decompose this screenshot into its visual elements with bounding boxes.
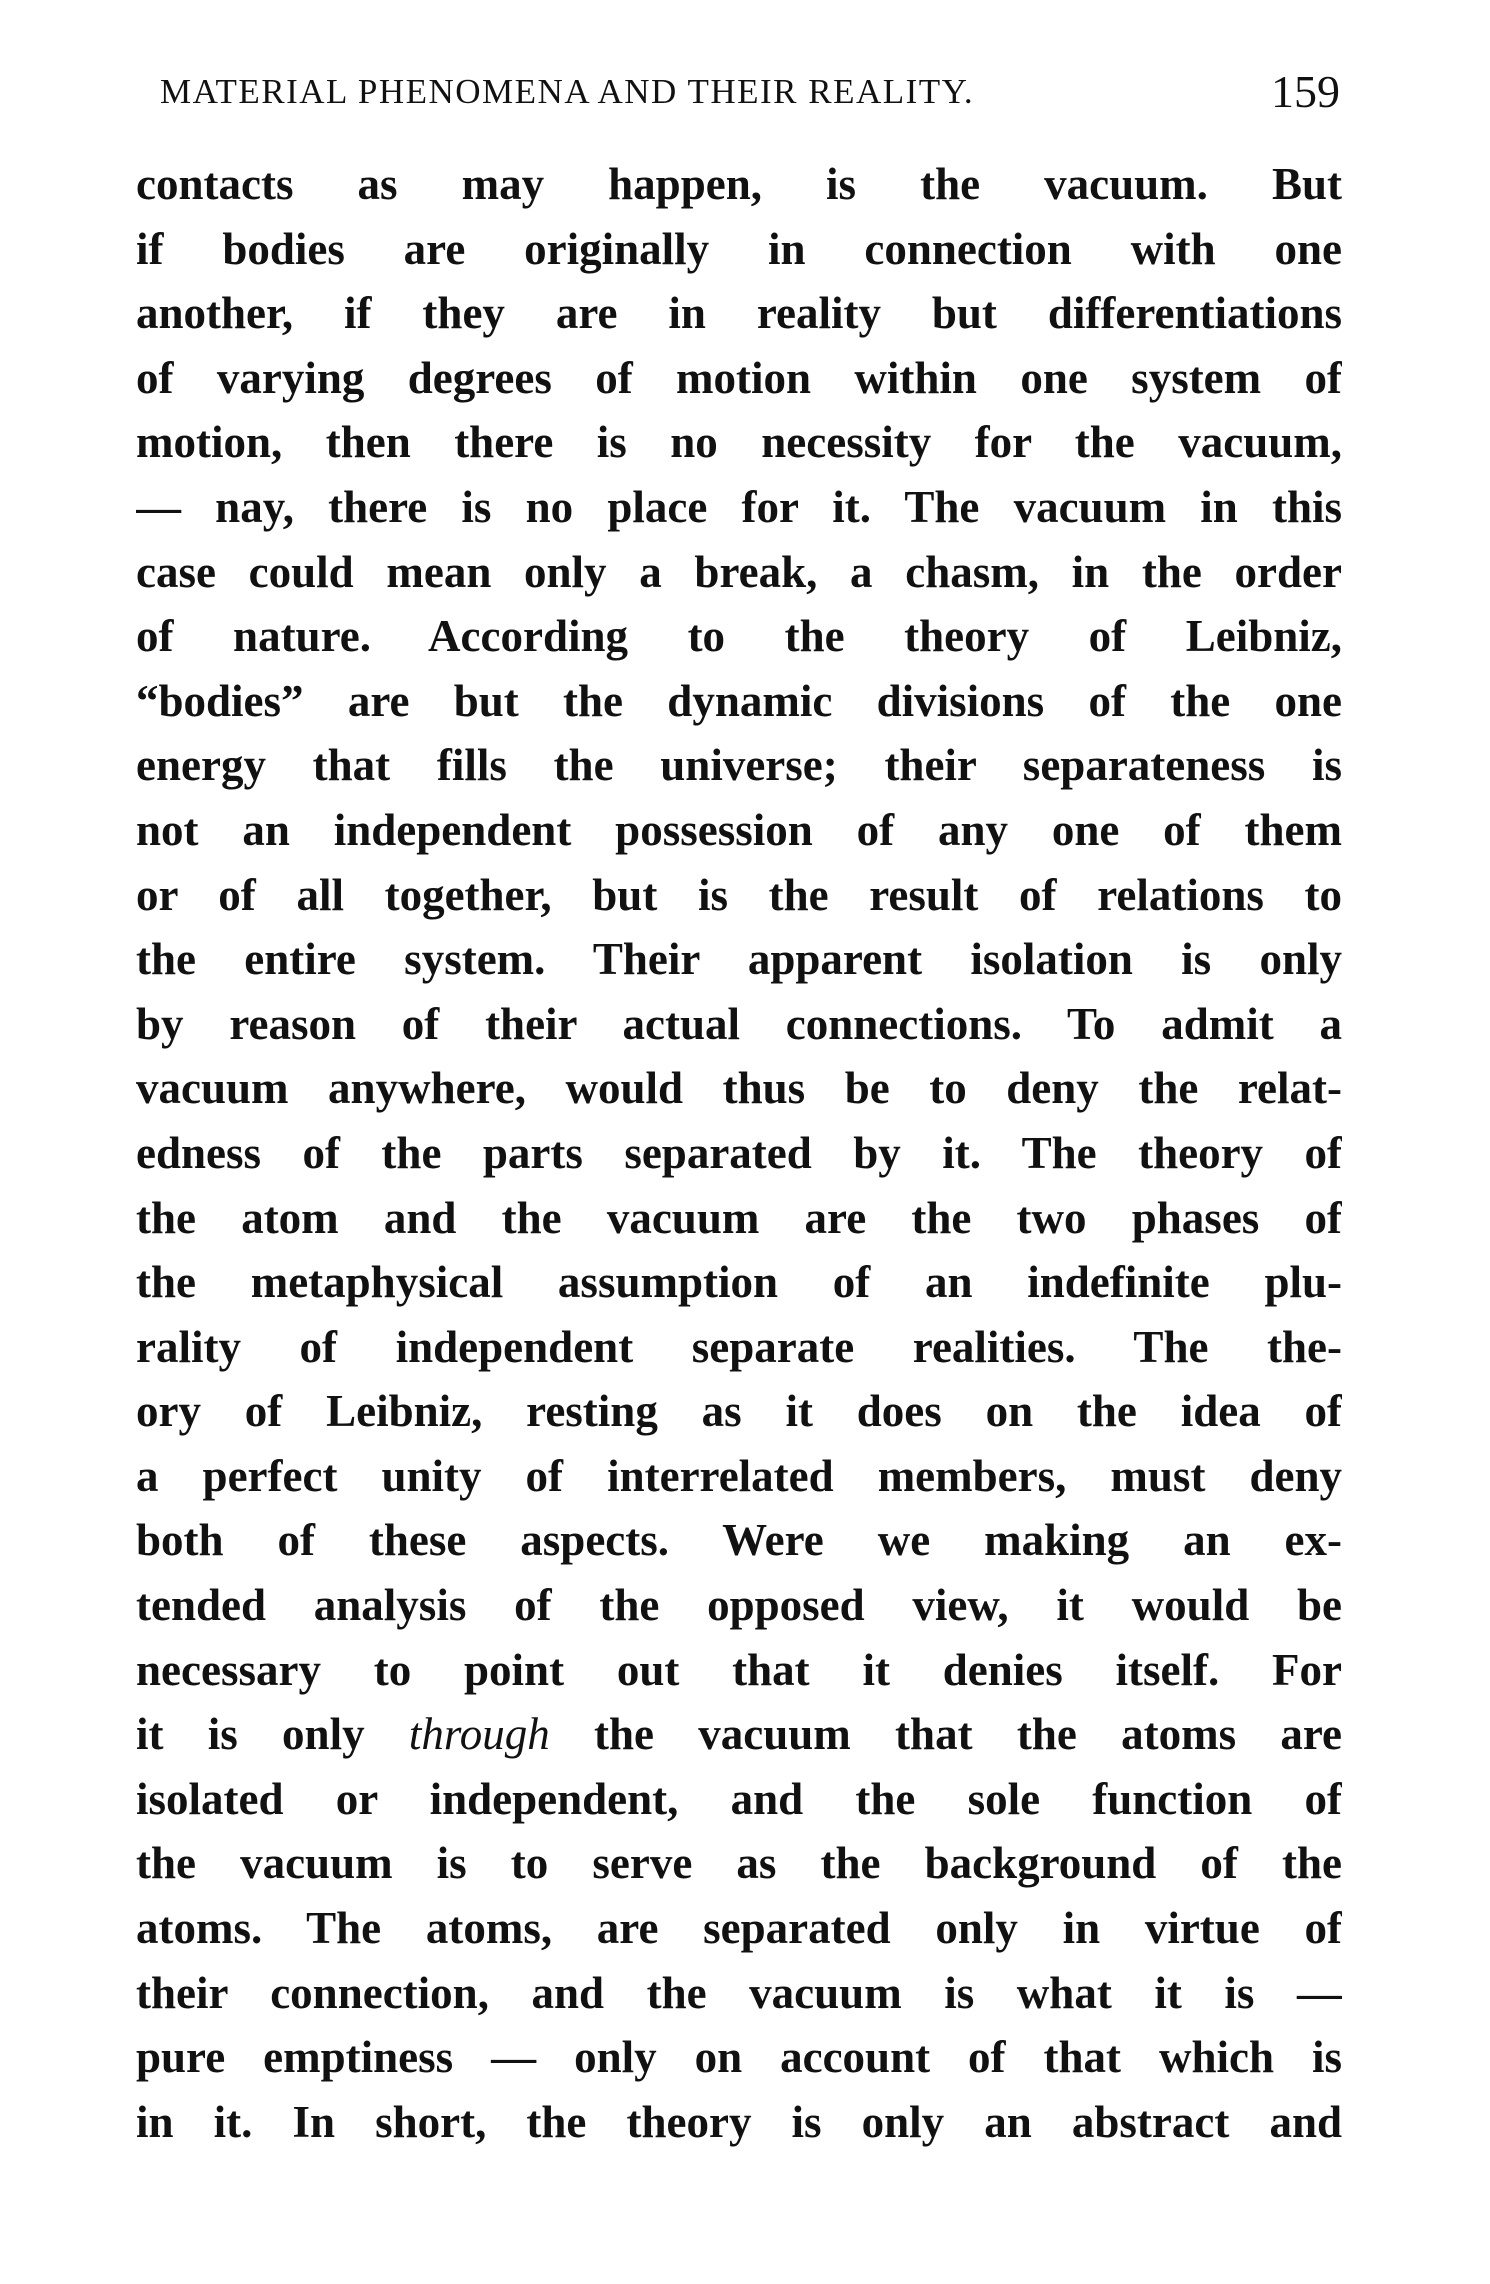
- text-line: the atom and the vacuum are the two phases of: [136, 1192, 1342, 1243]
- text-line: pure emptiness — only on account of that which is: [136, 2032, 1342, 2083]
- line-start: it is only: [136, 1709, 409, 1760]
- text-line: not an independent possession of any one of them: [136, 804, 1342, 855]
- text-line: their connection, and the vacuum is what it is —: [136, 1967, 1342, 2018]
- text-line: contacts as may happen, is the vacuum. But: [136, 159, 1342, 209]
- text-line: isolated or independent, and the sole function of: [136, 1773, 1342, 1824]
- text-line: of nature. According to the theory of Leibniz,: [136, 611, 1342, 662]
- text-line: the metaphysical assumption of an indefinite plu-: [136, 1257, 1342, 1308]
- text-line: a perfect unity of interrelated members, must deny: [136, 1450, 1342, 1501]
- body-text: [136, 152, 1342, 2154]
- text-line: necessary to point out that it denies itself. For: [136, 1644, 1342, 1695]
- text-line: if bodies are originally in connection with one: [136, 223, 1342, 274]
- text-line: vacuum anywhere, would thus be to deny the relat-: [136, 1063, 1342, 1114]
- text-line: motion, then there is no necessity for the vacuum,: [136, 417, 1342, 468]
- text-line-with-italic: [136, 1702, 1342, 1767]
- text-line: by reason of their actual connections. To admit a: [136, 998, 1342, 1049]
- text-line: tended analysis of the opposed view, it would be: [136, 1580, 1342, 1631]
- text-line: the vacuum is to serve as the background of the: [136, 1838, 1342, 1889]
- page-number: 159: [1271, 66, 1340, 117]
- running-head: [160, 62, 1340, 122]
- text-line: — nay, there is no place for it. The vacuum in this: [136, 481, 1342, 532]
- running-title: MATERIAL PHENOMENA AND THEIR REALITY.: [160, 72, 975, 111]
- line-end: the vacuum that the atoms are: [549, 1709, 1342, 1760]
- text-line: case could mean only a break, a chasm, in the order: [136, 546, 1342, 597]
- text-line: atoms. The atoms, are separated only in virtue of: [136, 1903, 1342, 1954]
- text-line: “bodies” are but the dynamic divisions of the one: [136, 675, 1342, 726]
- text-line: the entire system. Their apparent isolation is only: [136, 934, 1342, 985]
- text-line: both of these aspects. Were we making an ex-: [136, 1515, 1342, 1566]
- text-line: in it. In short, the theory is only an abstract and: [136, 2096, 1342, 2147]
- text-line: rality of independent separate realities. The the-: [136, 1321, 1342, 1372]
- text-line: or of all together, but is the result of relations to: [136, 869, 1342, 920]
- text-line: edness of the parts separated by it. The theory of: [136, 1127, 1342, 1178]
- text-line: another, if they are in reality but differentiations: [136, 288, 1342, 339]
- text-line: of varying degrees of motion within one system of: [136, 352, 1342, 403]
- text-line: energy that fills the universe; their separateness is: [136, 740, 1342, 791]
- italic-emphasis: through: [408, 1709, 550, 1760]
- text-line: ory of Leibniz, resting as it does on the idea of: [136, 1386, 1342, 1437]
